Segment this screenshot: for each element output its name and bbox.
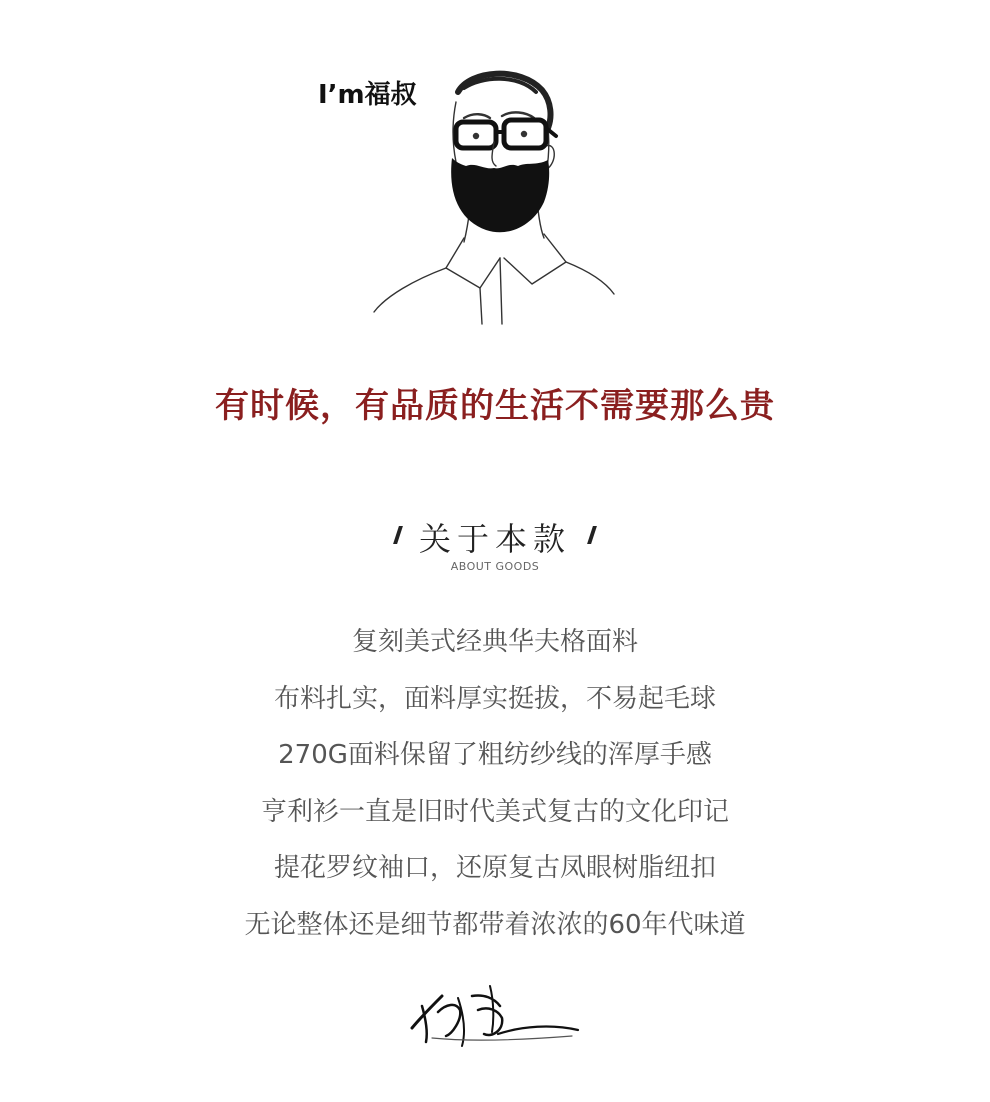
- feature-item: 无论整体还是细节都带着浓浓的60年代味道: [244, 909, 746, 940]
- intro-label: I’m福叔: [318, 80, 417, 110]
- signature-image: [402, 976, 588, 1052]
- section-subtitle: ABOUT GOODS: [450, 560, 540, 573]
- section-heading: [0, 514, 990, 560]
- feature-list: [0, 614, 990, 953]
- heading-left-mark: [393, 526, 403, 544]
- feature-item: 布料扎实，面料厚实挺拔，不易起毛球: [273, 683, 716, 714]
- portrait-illustration: [360, 62, 630, 332]
- feature-item: 复刻美式经典华夫格面料: [351, 627, 638, 657]
- section-title: 关于本款: [418, 520, 571, 558]
- feature-item: 亨利衫一直是旧时代美式复古的文化印记: [260, 796, 729, 827]
- feature-item: 270G面料保留了粗纺纱线的浑厚手感: [278, 740, 712, 770]
- feature-item: 提花罗纹袖口，还原复古凤眼树脂纽扣: [273, 853, 716, 883]
- slogan: 有时候，有品质的生活不需要那么贵: [215, 386, 775, 426]
- heading-right-mark: [587, 526, 597, 544]
